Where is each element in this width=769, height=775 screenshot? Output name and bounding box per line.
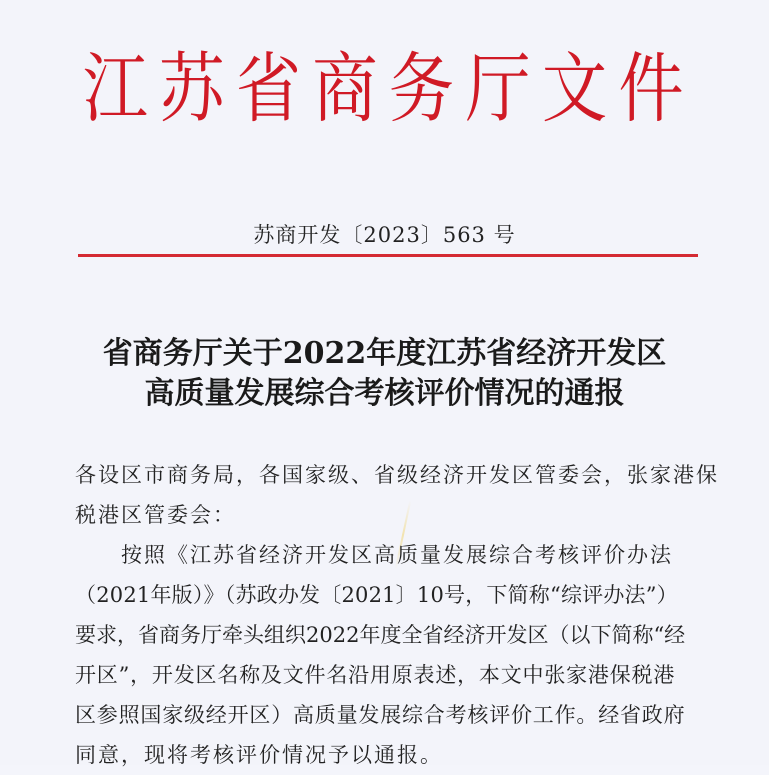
document-number: 苏商开发〔2023〕563 号 bbox=[253, 223, 516, 247]
body-paragraph-line: 同意，现将考核评价情况予以通报。 bbox=[75, 743, 443, 767]
red-divider-rule bbox=[78, 254, 698, 257]
document-title bbox=[0, 334, 769, 414]
document-masthead: 江苏省商务厅文件 bbox=[82, 44, 695, 133]
title-line-2: 高质量发展综合考核评价情况的通报 bbox=[144, 376, 625, 411]
title-line-1: 省商务厅关于2022年度江苏省经济开发区 bbox=[102, 336, 667, 371]
addressee-line-1: 各设区市商务局，各国家级、省级经济开发区管委会，张家港保 bbox=[75, 463, 719, 487]
body-paragraph-line: 区参照国家级经开区）高质量发展综合考核评价工作。经省政府 bbox=[75, 703, 686, 727]
body-paragraph-line: （2021年版）》（苏政办发〔2021〕10号，下简称“综评办法”） bbox=[75, 583, 678, 607]
body-paragraph-line: 开区”，开发区名称及文件名沿用原表述，本文中张家港保税港 bbox=[75, 663, 676, 687]
document-body bbox=[75, 455, 719, 775]
addressee-line-2: 税港区管委会： bbox=[75, 503, 236, 527]
body-paragraph-line: 按照《江苏省经济开发区高质量发展综合考核评价办法 bbox=[121, 543, 673, 567]
body-paragraph-line: 要求，省商务厅牵头组织2022年度全省经济开发区（以下简称“经 bbox=[75, 623, 686, 647]
